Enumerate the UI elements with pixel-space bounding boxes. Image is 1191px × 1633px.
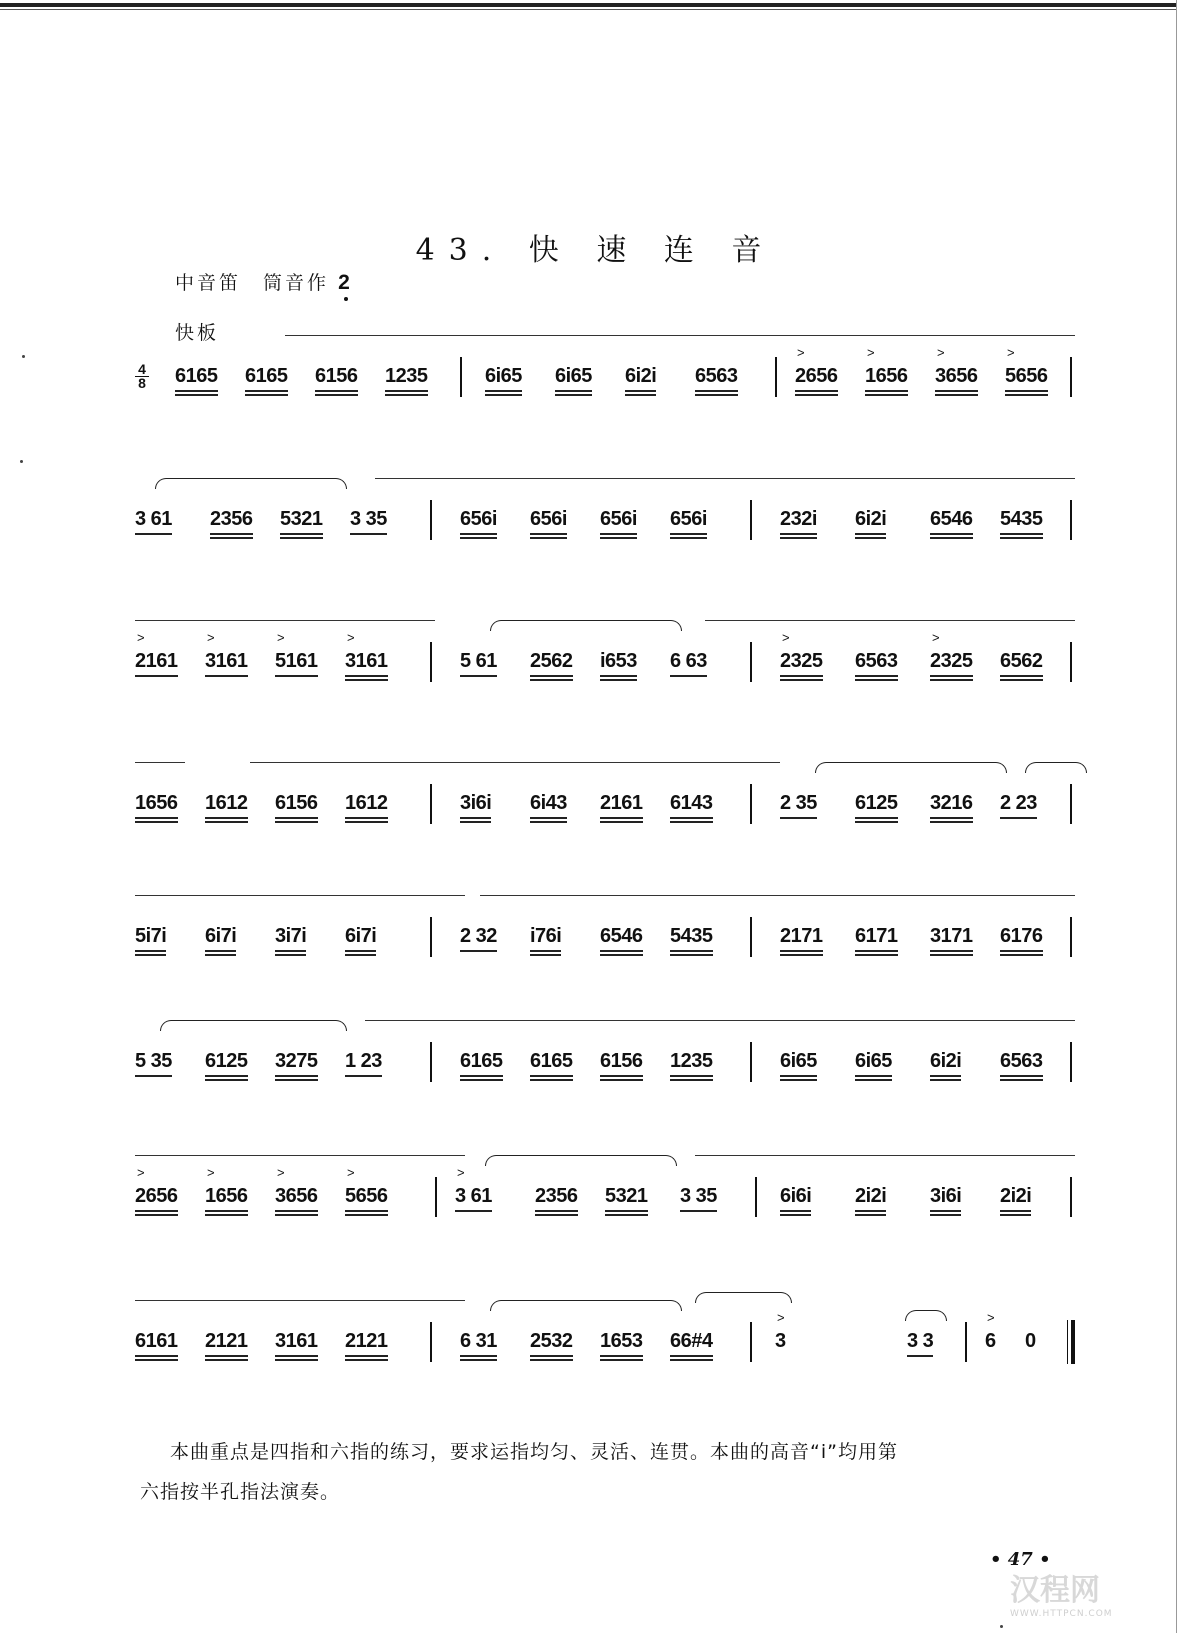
beat-notes: 2161 <box>600 792 643 814</box>
beat <box>780 792 817 815</box>
score-row-5 <box>135 895 1075 985</box>
scan-speck <box>20 460 23 463</box>
beat <box>135 1050 172 1073</box>
beat <box>605 1185 648 1208</box>
beat <box>245 365 288 388</box>
barline <box>1070 1042 1072 1082</box>
slur <box>1025 762 1087 773</box>
slur <box>135 1300 465 1301</box>
piece-title: 43. 快 速 连 音 <box>415 233 776 268</box>
beat-notes: 6i2i <box>625 365 657 387</box>
beat <box>600 650 637 673</box>
beat-notes: 3 35 <box>350 508 387 530</box>
beat <box>205 1330 248 1353</box>
beat <box>205 1050 248 1073</box>
beat-notes: 6125 <box>205 1050 248 1072</box>
beat-notes: 2i2i <box>855 1185 887 1207</box>
beat <box>930 1185 961 1208</box>
accent-mark: > <box>277 630 285 645</box>
accent-mark: > <box>937 345 945 360</box>
slur <box>695 1155 1075 1156</box>
barline <box>430 1042 432 1082</box>
score-row-6 <box>135 1020 1075 1110</box>
beat-notes: 6i7i <box>205 925 237 947</box>
slur <box>160 1020 347 1031</box>
time-signature <box>135 363 149 390</box>
scan-speck <box>22 355 25 358</box>
beat <box>455 1165 492 1208</box>
beat <box>855 1185 886 1208</box>
barline <box>1070 1177 1072 1217</box>
beat-notes: 6i2i <box>930 1050 962 1072</box>
beat-notes: 3 <box>775 1330 786 1352</box>
beat-notes: 1656 <box>135 792 178 814</box>
beat <box>385 365 428 388</box>
beat <box>935 345 978 388</box>
beat-notes: 2532 <box>530 1330 573 1352</box>
beat-notes: 6 63 <box>670 650 707 672</box>
beat <box>930 925 973 948</box>
practice-note-line-1: 本曲重点是四指和六指的练习，要求运指均匀、灵活、连贯。本曲的高音“i”均用第 <box>170 1441 898 1463</box>
beat-notes: 6161 <box>135 1330 178 1352</box>
beat-notes: 66#4 <box>670 1330 713 1352</box>
beat-notes: 1235 <box>670 1050 713 1072</box>
barline <box>460 357 462 397</box>
practice-note-line-2: 六指按半孔指法演奏。 <box>140 1481 341 1503</box>
beat <box>1025 1330 1036 1353</box>
beat <box>175 365 218 388</box>
beat <box>670 650 707 673</box>
beat-notes: 2562 <box>530 650 573 672</box>
beat-notes: 3171 <box>930 925 973 947</box>
beat <box>135 1165 178 1208</box>
barline <box>750 784 752 824</box>
beat-notes: 3 3 <box>907 1330 934 1352</box>
slur <box>365 1020 1075 1021</box>
beat <box>1000 650 1043 673</box>
barline <box>750 1042 752 1082</box>
beat-notes: 6i65 <box>555 365 592 387</box>
score-row-7 <box>135 1155 1075 1245</box>
beat <box>1000 792 1037 815</box>
beat-notes: 6i65 <box>780 1050 817 1072</box>
barline <box>750 500 752 540</box>
practice-note <box>140 1432 1090 1512</box>
barline <box>750 642 752 682</box>
beat-notes: 6i65 <box>855 1050 892 1072</box>
beat-notes: 656i <box>600 508 637 530</box>
beat <box>315 365 358 388</box>
beat <box>280 508 323 531</box>
beat <box>1000 925 1043 948</box>
accent-mark: > <box>457 1165 465 1180</box>
slur <box>815 762 1007 773</box>
accent-mark: > <box>867 345 875 360</box>
beat <box>275 792 318 815</box>
beat <box>1000 1050 1043 1073</box>
scan-speck <box>1000 1625 1003 1628</box>
beat-notes: 6165 <box>530 1050 573 1072</box>
barline <box>1070 784 1072 824</box>
slur <box>695 1292 792 1303</box>
accent-mark: > <box>797 345 805 360</box>
beat <box>275 630 318 673</box>
barline <box>1070 917 1072 957</box>
barline <box>755 1177 757 1217</box>
accent-mark: > <box>777 1310 785 1325</box>
beat <box>345 925 376 948</box>
barline <box>965 1322 967 1362</box>
beat <box>1000 1185 1031 1208</box>
page-number: • 47 • <box>990 1549 1051 1570</box>
beat <box>855 650 898 673</box>
beat <box>670 508 707 531</box>
beat-notes: 1235 <box>385 365 428 387</box>
beat-notes: 3161 <box>345 650 388 672</box>
beat-notes: 2325 <box>930 650 973 672</box>
beat <box>135 925 166 948</box>
beat-notes: 1612 <box>345 792 388 814</box>
accent-mark: > <box>782 630 790 645</box>
beat <box>345 1165 388 1208</box>
beat <box>460 650 497 673</box>
beat-notes: 3275 <box>275 1050 318 1072</box>
accent-mark: > <box>347 1165 355 1180</box>
beat-notes: 2356 <box>535 1185 578 1207</box>
slur <box>135 895 465 896</box>
beat <box>780 1185 811 1208</box>
beat-notes: 6546 <box>930 508 973 530</box>
beat <box>780 925 823 948</box>
beat <box>460 1050 503 1073</box>
barline <box>430 784 432 824</box>
beat <box>460 792 491 815</box>
beat-notes: 6i43 <box>530 792 567 814</box>
beat <box>345 1330 388 1353</box>
beat-notes: 5656 <box>345 1185 388 1207</box>
beat-notes: 6563 <box>1000 1050 1043 1072</box>
beat-notes: 5 61 <box>460 650 497 672</box>
beat-notes: 3i6i <box>460 792 492 814</box>
beat-notes: 1656 <box>865 365 908 387</box>
beat <box>855 925 898 948</box>
beat-notes: 5435 <box>670 925 713 947</box>
key-note-value: 2 <box>338 271 353 294</box>
beat <box>350 508 387 531</box>
beat <box>625 365 656 388</box>
beat-notes: 3 35 <box>680 1185 717 1207</box>
key-note <box>338 271 353 294</box>
slur <box>490 1300 682 1311</box>
score-row-2 <box>135 478 1075 568</box>
beat <box>460 1330 497 1353</box>
beat <box>775 1310 786 1353</box>
beat <box>135 1330 178 1353</box>
beat-notes: 2325 <box>780 650 823 672</box>
accent-mark: > <box>137 630 145 645</box>
tie <box>905 1310 947 1321</box>
beat-notes: 5161 <box>275 650 318 672</box>
beat-notes: 656i <box>530 508 567 530</box>
beat-notes: 2121 <box>345 1330 388 1352</box>
beat <box>210 508 253 531</box>
beat <box>530 792 567 815</box>
beat <box>205 630 248 673</box>
beat-notes: 5321 <box>605 1185 648 1207</box>
beat <box>600 1050 643 1073</box>
beat-notes: 1 23 <box>345 1050 382 1072</box>
beat-notes: 3 61 <box>135 508 172 530</box>
accent-mark: > <box>987 1310 995 1325</box>
beat-notes: 5 35 <box>135 1050 172 1072</box>
barline <box>775 357 777 397</box>
beat <box>600 508 637 531</box>
beat-notes: 6165 <box>175 365 218 387</box>
beat <box>555 365 592 388</box>
beat <box>135 508 172 531</box>
barline <box>435 1177 437 1217</box>
beat-notes: 6156 <box>600 1050 643 1072</box>
beat-notes: 3161 <box>205 650 248 672</box>
key-label: 筒音作 <box>263 272 330 294</box>
score-row-3 <box>135 620 1075 710</box>
beat <box>670 1330 713 1353</box>
beat-notes: 656i <box>670 508 707 530</box>
accent-mark: > <box>207 630 215 645</box>
beat <box>795 345 838 388</box>
beat <box>135 792 178 815</box>
beat <box>275 1165 318 1208</box>
beat-notes: 6125 <box>855 792 898 814</box>
accent-mark: > <box>932 630 940 645</box>
instrument-label: 中音笛 <box>175 272 242 294</box>
beat-notes: 6156 <box>275 792 318 814</box>
beat <box>530 508 567 531</box>
beat <box>530 1330 573 1353</box>
beat <box>530 650 573 673</box>
accent-mark: > <box>137 1165 145 1180</box>
slur <box>490 620 682 631</box>
beat <box>907 1330 933 1353</box>
beat <box>865 345 908 388</box>
beat <box>680 1185 717 1208</box>
beat-notes: 1612 <box>205 792 248 814</box>
beat-notes: 1653 <box>600 1330 643 1352</box>
beat-notes: 6563 <box>855 650 898 672</box>
beat <box>930 1050 961 1073</box>
beat <box>135 630 178 673</box>
beat <box>345 792 388 815</box>
slur <box>135 1155 465 1156</box>
beat-notes: 6546 <box>600 925 643 947</box>
beat <box>600 1330 643 1353</box>
barline <box>430 642 432 682</box>
slur <box>375 478 1075 479</box>
final-barline <box>1067 1320 1073 1364</box>
beat-notes: 6i65 <box>485 365 522 387</box>
beat-notes: 6 31 <box>460 1330 497 1352</box>
beat <box>275 1330 318 1353</box>
beat <box>460 925 497 948</box>
beat-notes: 6171 <box>855 925 898 947</box>
beat-notes: 2 32 <box>460 925 497 947</box>
beat-notes: 2656 <box>135 1185 178 1207</box>
beat-notes: 2171 <box>780 925 823 947</box>
beat-notes: 3i7i <box>275 925 307 947</box>
tempo-marking: 快板 <box>175 322 220 344</box>
beat-notes: 2 23 <box>1000 792 1037 814</box>
beat <box>695 365 738 388</box>
beat-notes: 6165 <box>460 1050 503 1072</box>
beat-notes: i76i <box>530 925 562 947</box>
beat-notes: 3216 <box>930 792 973 814</box>
beat <box>930 508 973 531</box>
beat-notes: 6176 <box>1000 925 1043 947</box>
beat-notes: 2356 <box>210 508 253 530</box>
instrument-line <box>175 268 353 295</box>
beat-notes: 3656 <box>935 365 978 387</box>
beat <box>930 792 973 815</box>
beat <box>275 925 306 948</box>
watermark-logo <box>1010 1565 1113 1619</box>
beat <box>205 1165 248 1208</box>
accent-mark: > <box>277 1165 285 1180</box>
beat-notes: 2121 <box>205 1330 248 1352</box>
beat <box>1000 508 1043 531</box>
beat <box>460 508 497 531</box>
beat-notes: 3656 <box>275 1185 318 1207</box>
beat <box>275 1050 318 1073</box>
beat <box>530 925 561 948</box>
accent-mark: > <box>1007 345 1015 360</box>
beat-notes: 5321 <box>280 508 323 530</box>
beat-notes: 656i <box>460 508 497 530</box>
beat <box>205 925 236 948</box>
beat <box>930 630 973 673</box>
top-border-rule-thin <box>0 9 1176 10</box>
slur <box>705 620 1075 621</box>
beat-notes: 232i <box>780 508 817 530</box>
score-row-1 <box>135 335 1075 425</box>
beat-notes: 2 35 <box>780 792 817 814</box>
score-row-8 <box>135 1300 1075 1390</box>
beat-notes: 2656 <box>795 365 838 387</box>
beat-notes: 6 <box>985 1330 996 1352</box>
slur <box>250 762 780 763</box>
barline <box>1070 500 1072 540</box>
beat <box>1005 345 1048 388</box>
beat <box>780 630 823 673</box>
beat-notes: 6i6i <box>780 1185 812 1207</box>
beat <box>780 508 817 531</box>
beat-notes: 6156 <box>315 365 358 387</box>
top-border-rule <box>0 3 1176 7</box>
beat <box>205 792 248 815</box>
watermark-name: 汉程网 <box>1010 1573 1100 1608</box>
time-sig-numerator: 4 <box>135 363 149 377</box>
slur <box>135 762 185 763</box>
slur <box>155 478 347 489</box>
low-octave-dot <box>344 297 348 301</box>
beat-notes: i653 <box>600 650 637 672</box>
beat <box>535 1185 578 1208</box>
barline <box>430 917 432 957</box>
beat-notes: 6562 <box>1000 650 1043 672</box>
beat-notes: 2161 <box>135 650 178 672</box>
time-sig-denominator: 8 <box>138 375 146 391</box>
beat <box>855 1050 892 1073</box>
beat <box>670 925 713 948</box>
beat-notes: 2i2i <box>1000 1185 1032 1207</box>
beat-notes: 3 61 <box>455 1185 492 1207</box>
beat <box>985 1310 996 1353</box>
beat <box>855 508 886 531</box>
beat <box>600 925 643 948</box>
score-row-4 <box>135 762 1075 852</box>
slur <box>485 1155 677 1166</box>
beat-notes: 5i7i <box>135 925 167 947</box>
beat <box>855 792 898 815</box>
beat-notes: 6563 <box>695 365 738 387</box>
slur <box>480 895 1075 896</box>
beat-notes: 1656 <box>205 1185 248 1207</box>
beat <box>530 1050 573 1073</box>
beat <box>345 1050 382 1073</box>
watermark-url: WWW.HTTPCN.COM <box>1010 1609 1113 1619</box>
beat <box>670 792 713 815</box>
slur <box>135 620 435 621</box>
beat-notes: 3i6i <box>930 1185 962 1207</box>
accent-mark: > <box>347 630 355 645</box>
beat-notes: 3161 <box>275 1330 318 1352</box>
beat <box>780 1050 817 1073</box>
beat <box>485 365 522 388</box>
beat-notes: 5656 <box>1005 365 1048 387</box>
beat-notes: 6i2i <box>855 508 887 530</box>
barline <box>750 1322 752 1362</box>
barline <box>430 1322 432 1362</box>
beat-notes: 0 <box>1025 1330 1036 1352</box>
accent-mark: > <box>207 1165 215 1180</box>
beat-notes: 5435 <box>1000 508 1043 530</box>
beat <box>345 630 388 673</box>
barline <box>750 917 752 957</box>
beat-notes: 6165 <box>245 365 288 387</box>
barline <box>430 500 432 540</box>
barline <box>1070 642 1072 682</box>
slur <box>285 335 1075 336</box>
beat <box>670 1050 713 1073</box>
beat-notes: 6i7i <box>345 925 377 947</box>
beat-notes: 6143 <box>670 792 713 814</box>
barline <box>1070 357 1072 397</box>
beat <box>600 792 643 815</box>
